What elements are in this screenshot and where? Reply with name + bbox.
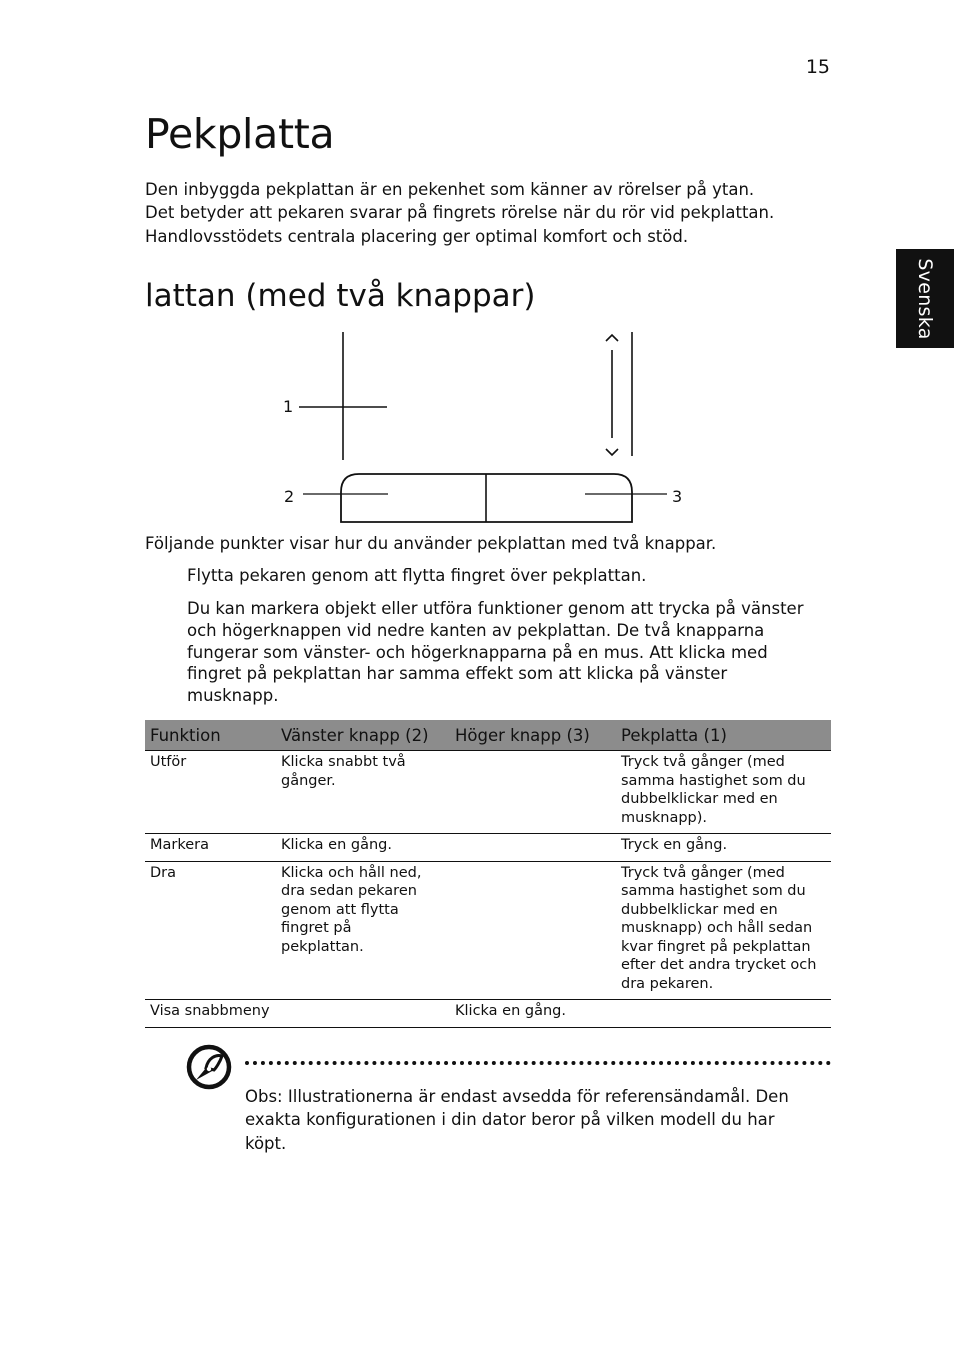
cell-line: Tryck två gånger (med — [621, 864, 785, 881]
cell-line: Tryck två gånger (med — [621, 754, 785, 770]
cell-line: efter det andra trycket och — [621, 957, 817, 973]
cell-line: dubbelklickar med en — [621, 901, 778, 918]
cell-line: Tryck en gång. — [621, 837, 728, 853]
instruction-item — [187, 598, 837, 707]
table-row — [145, 751, 831, 834]
section-heading: lattan (med två knappar) — [145, 278, 536, 314]
page-number: 15 — [805, 56, 830, 78]
table-cell — [616, 751, 831, 834]
table-header-cell: Pekplatta (1) — [616, 720, 831, 751]
cell-line: fingret på — [281, 920, 352, 936]
table-cell — [616, 834, 831, 862]
instruction-line: Du kan markera objekt eller utföra funktioner genom att trycka på vänster — [187, 599, 804, 618]
note-line: exakta konfigurationen i din dator beror på vilken modell du har — [245, 1110, 775, 1130]
lead-paragraph: Följande punkter visar hur du använder pekplattan med två knappar. — [145, 534, 717, 553]
cell-line: musknapp). — [621, 809, 708, 826]
instruction-item: Flytta pekaren genom att flytta fingret över pekplattan. — [187, 566, 647, 585]
cell-line: Klicka en gång. — [455, 1003, 566, 1019]
table-cell: Utför — [145, 751, 276, 834]
note-separator — [245, 1061, 831, 1065]
cell-line: dra pekaren. — [621, 975, 714, 992]
instruction-line: fingret på pekplattan har samma effekt som att klicka på vänster — [187, 664, 728, 684]
table-cell: Visa snabbmeny — [145, 1000, 276, 1028]
language-tab-label: Svenska — [914, 257, 936, 340]
cell-line: gånger. — [281, 772, 336, 789]
note-line: Illustrationerna är endast avsedda för referensändamål. Den — [282, 1087, 789, 1106]
cell-line: samma hastighet som du — [621, 772, 806, 789]
touchpad-diagram — [0, 0, 954, 540]
table-row — [145, 1000, 831, 1028]
table-header-row — [145, 720, 831, 751]
cell-line: musknapp) och håll sedan — [621, 920, 813, 936]
cell-line: kvar fingret på pekplattan — [621, 938, 811, 955]
scroll-up-arrow-icon — [606, 335, 618, 341]
function-table — [145, 720, 831, 1028]
table-header-cell: Vänster knapp (2) — [276, 720, 450, 751]
scroll-down-arrow-icon — [606, 449, 618, 455]
table-header-cell: Funktion — [145, 720, 276, 751]
page-title: Pekplatta — [145, 110, 335, 158]
instruction-line: fungerar som vänster- och högerknapparna på en mus. Att klicka med — [187, 642, 768, 662]
table-header-cell: Höger knapp (3) — [450, 720, 616, 751]
cell-line: Klicka snabbt två — [281, 754, 406, 770]
note-paragraph — [245, 1085, 835, 1155]
table-cell: Markera — [145, 834, 276, 862]
instruction-line: och högerknappen vid nedre kanten av pekplattan. De två knapparna — [187, 620, 765, 640]
cell-line: genom att flytta — [281, 901, 399, 918]
callout-1-label: 1 — [283, 397, 294, 416]
table-cell — [450, 861, 616, 1000]
table-cell — [276, 861, 450, 1000]
callout-3-label: 3 — [672, 487, 683, 506]
cell-line: dubbelklickar med en — [621, 791, 778, 807]
table-cell — [276, 834, 450, 862]
table-cell — [450, 751, 616, 834]
callout-2-label: 2 — [284, 487, 295, 506]
intro-line: Den inbyggda pekplattan är en pekenhet som känner av rörelser på ytan. — [145, 180, 755, 199]
table-cell: Dra — [145, 861, 276, 1000]
note-line: köpt. — [245, 1133, 287, 1153]
table-cell — [450, 834, 616, 862]
cell-line: samma hastighet som du — [621, 883, 806, 899]
cell-line: dra sedan pekaren — [281, 883, 417, 899]
cell-line: pekplattan. — [281, 938, 364, 955]
cell-line: Klicka och håll ned, — [281, 864, 422, 881]
table-cell — [616, 1000, 831, 1028]
intro-line: Det betyder att pekaren svarar på fingrets rörelse när du rör vid pekplattan. — [145, 203, 775, 223]
table-cell — [276, 751, 450, 834]
instruction-line: musknapp. — [187, 686, 279, 706]
table-cell — [276, 1000, 450, 1028]
intro-line: Handlovsstödets centrala placering ger optimal komfort och stöd. — [145, 226, 689, 246]
table-row — [145, 861, 831, 1000]
table-row — [145, 834, 831, 862]
table-cell — [450, 1000, 616, 1028]
cell-line: Klicka en gång. — [281, 837, 392, 853]
note-label: Obs: — [245, 1087, 283, 1106]
note-icon — [186, 1044, 232, 1090]
table-cell — [616, 861, 831, 1000]
